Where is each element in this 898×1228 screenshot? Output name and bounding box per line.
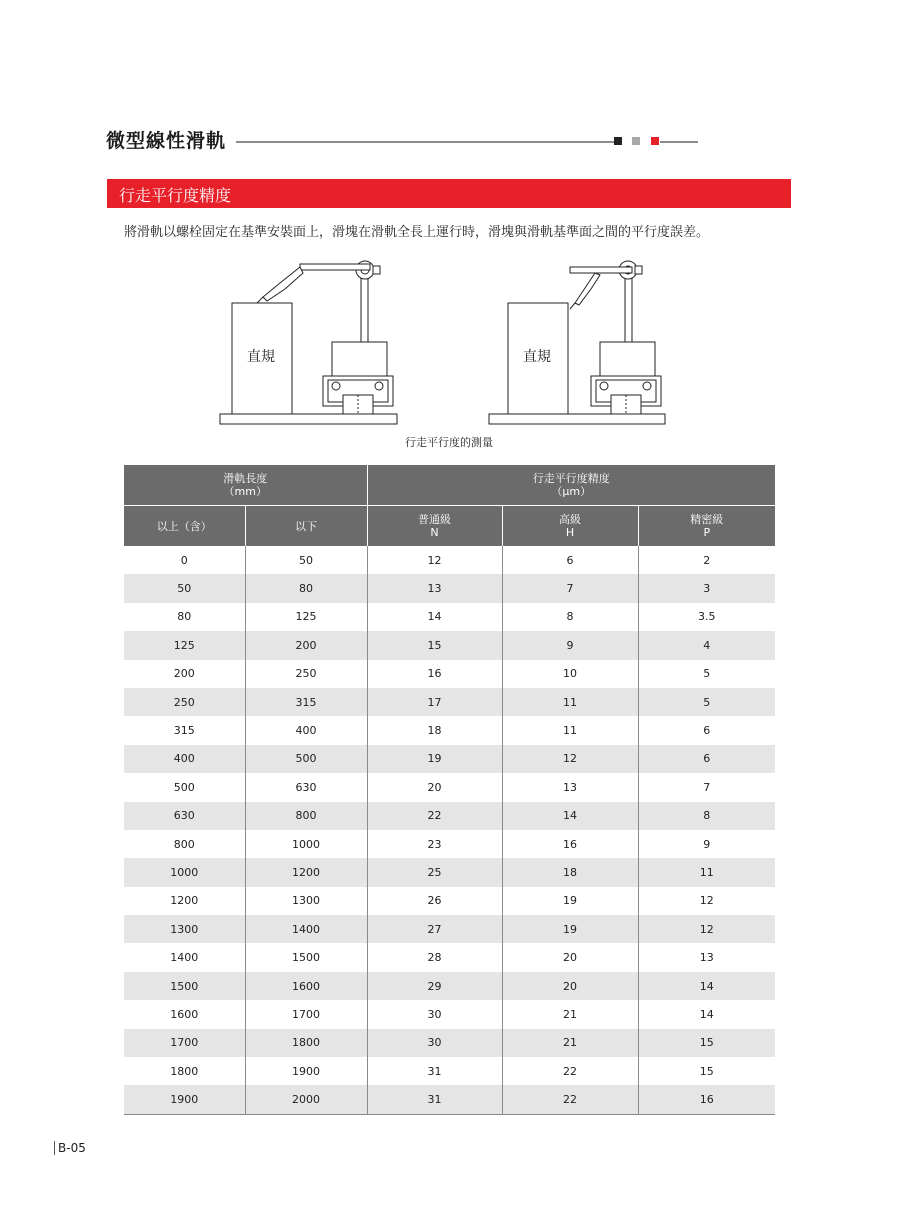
table-cell: 8 [502,603,638,631]
table-cell: 1200 [245,858,367,886]
table-cell: 6 [502,546,638,574]
table-cell: 1700 [245,1000,367,1028]
table-cell: 1800 [124,1057,245,1085]
table-cell: 25 [367,858,502,886]
table-cell: 19 [502,887,638,915]
table-row [124,1057,775,1085]
table-cell: 13 [367,574,502,602]
table-cell: 400 [245,716,367,744]
table-cell: 1000 [124,858,245,886]
table-cell: 6 [703,724,711,738]
table-cell: 26 [367,887,502,915]
deco-square-gray [632,137,640,145]
table-cell: 80 [124,603,245,631]
table-cell: 1600 [245,972,367,1000]
header-parallelism-unit: （μm） [551,485,592,498]
table-cell: 11 [502,716,638,744]
title-rule-end [660,141,698,143]
table-row [124,1085,775,1114]
table-cell: 11 [502,688,638,716]
table-cell: 200 [245,631,367,659]
table-cell: 80 [245,574,367,602]
table-cell: 630 [124,802,245,830]
table-cell: 14 [699,1007,714,1021]
table-cell: 14 [367,603,502,631]
deco-square-red [651,137,659,145]
table-cell: 315 [245,688,367,716]
table-row [124,546,775,574]
table-cell: 9 [703,837,711,851]
col-header-from-label: 以上（含） [156,519,212,533]
table-cell: 14 [638,972,775,1000]
table-cell: 13 [502,773,638,801]
table-cell: 7 [703,780,711,794]
header-rail-length-unit: （mm） [223,485,267,498]
table-row [124,660,775,688]
table-cell: 800 [124,830,245,858]
page-title: 微型線性滑軌 [106,130,227,152]
table-cell: 200 [124,660,245,688]
table-body [124,546,775,1114]
table-cell: 30 [367,1029,502,1057]
table-cell: 21 [502,1029,638,1057]
table-cell: 22 [502,1057,638,1085]
table-cell: 3 [638,574,775,602]
col-header-to [245,506,367,547]
table-cell: 400 [124,745,245,773]
table-row [124,972,775,1000]
table-cell: 15 [699,1064,714,1078]
table-cell: 250 [245,660,367,688]
table-cell: 14 [502,802,638,830]
table-cell: 50 [245,546,367,574]
table-cell: 6 [638,745,775,773]
table-cell: 18 [502,858,638,886]
table-cell: 29 [367,972,502,1000]
col-header-high-code: H [565,526,575,539]
header-rail-length-label: 滑軌長度 [223,472,268,485]
col-header-high [502,506,638,547]
table-cell: 800 [245,802,367,830]
col-header-high-label: 高級 [559,513,581,526]
table-row [124,830,775,858]
table-cell: 21 [502,1000,638,1028]
header-parallelism-label: 行走平行度精度 [532,472,610,485]
table-cell: 20 [502,972,638,1000]
table-cell: 12 [502,745,638,773]
section-header [107,179,791,208]
table-cell: 1500 [245,943,367,971]
col-header-to-label: 以下 [295,519,317,533]
table-cell: 125 [124,631,245,659]
table-cell: 30 [367,1000,502,1028]
table-cell: 1600 [124,1000,245,1028]
table-cell: 2 [703,553,711,567]
table-cell: 1700 [124,1029,245,1057]
table-cell: 19 [367,745,502,773]
table-row [124,858,775,886]
table-cell: 5 [638,688,775,716]
table-cell: 16 [502,830,638,858]
table-cell: 18 [367,716,502,744]
table-cell: 3.5 [698,610,716,624]
table-cell: 1200 [124,887,245,915]
section-title: 行走平行度精度 [119,186,232,205]
table-cell: 1800 [245,1029,367,1057]
table-cell: 28 [367,943,502,971]
table-cell: 15 [367,631,502,659]
table-cell: 9 [502,631,638,659]
table-cell: 1000 [245,830,367,858]
table-cell: 10 [502,660,638,688]
table-row [124,915,775,943]
deco-square-black [614,137,622,145]
diagram-left [220,261,397,424]
table-row [124,1029,775,1057]
table-cell: 31 [367,1057,502,1085]
header-rail-length [124,465,367,506]
col-header-precision-label: 精密級 [690,513,724,526]
table-cell: 8 [638,802,775,830]
table-cell: 50 [124,574,245,602]
table-cell: 1300 [124,915,245,943]
col-header-precision [638,506,775,547]
table-cell: 20 [367,773,502,801]
figure-label-right: 直規 [523,349,551,365]
figure-label-left: 直規 [247,349,275,365]
col-header-normal-code: N [430,526,439,539]
col-header-normal [367,506,502,547]
description: 將滑軌以螺栓固定在基準安裝面上，滑塊在滑軌全長上運行時，滑塊與滑軌基準面之間的平行度誤差。 [124,225,710,240]
table-row [124,745,775,773]
table-cell: 27 [367,915,502,943]
table-cell: 12 [367,546,502,574]
table-cell: 16 [367,660,502,688]
table-row [124,887,775,915]
table-cell: 5 [703,667,711,681]
table-cell: 1400 [124,943,245,971]
table-cell: 1900 [245,1057,367,1085]
table-cell: 315 [124,716,245,744]
table-cell: 1300 [245,887,367,915]
table-row [124,688,775,716]
table-cell: 1900 [124,1085,245,1114]
table-row [124,631,775,659]
header-parallelism [367,465,775,506]
table-row [124,943,775,971]
table-row [124,802,775,830]
table-cell: 7 [502,574,638,602]
table-row [124,574,775,602]
table-cell: 250 [124,688,245,716]
table-cell: 31 [367,1085,502,1114]
table-cell: 15 [638,1029,775,1057]
table-cell: 22 [502,1085,638,1114]
table-cell: 1500 [124,972,245,1000]
col-header-normal-label: 普通級 [418,513,451,526]
diagram-right [489,261,665,424]
table-cell: 630 [245,773,367,801]
table-cell: 125 [245,603,367,631]
parallelism-table [124,465,775,1115]
table-cell: 13 [699,951,714,965]
table-cell: 12 [699,894,714,908]
table-cell: 12 [638,915,775,943]
table-cell: 1400 [245,915,367,943]
table-row [124,716,775,744]
table-cell: 17 [367,688,502,716]
table-cell: 11 [638,858,775,886]
table-row [124,603,775,631]
col-header-from [124,506,245,547]
table-row [124,773,775,801]
table-cell: 23 [367,830,502,858]
col-header-precision-code: P [703,526,711,539]
measurement-diagram [215,255,675,430]
table-cell: 2000 [245,1085,367,1114]
table-cell: 4 [638,631,775,659]
table-cell: 22 [367,802,502,830]
table-cell: 16 [638,1085,775,1114]
table-cell: 20 [502,943,638,971]
page-number: B-05 [54,1141,86,1155]
table-row [124,1000,775,1028]
table-cell: 500 [124,773,245,801]
table-cell: 0 [124,546,245,574]
figure-caption: 行走平行度的測量 [405,436,493,449]
table-cell: 19 [502,915,638,943]
table-cell: 500 [245,745,367,773]
title-rule [236,141,616,143]
